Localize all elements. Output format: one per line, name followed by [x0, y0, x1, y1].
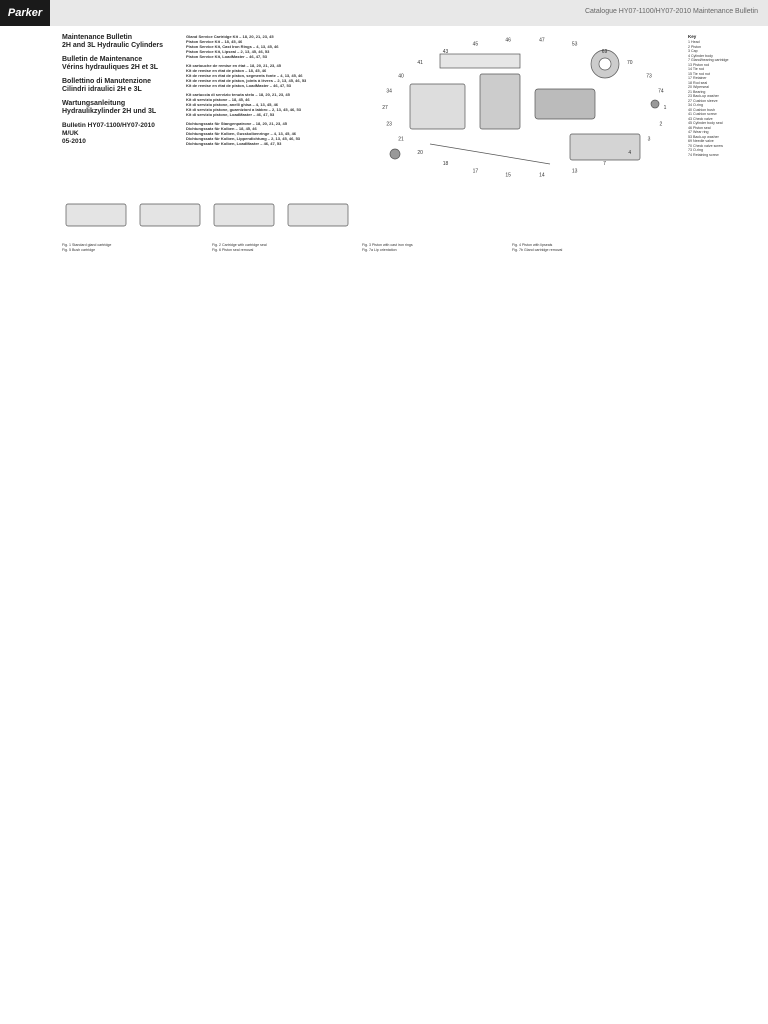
- parts-key-item: 13 Piston rod: [688, 62, 710, 67]
- parts-key-item: 53 Back-up washer: [688, 134, 719, 139]
- index-line: Kit de remise en état de piston, LoadMaster – 46, 47, 53: [186, 83, 291, 88]
- parts-key-item: 18 Rod seal: [688, 80, 708, 85]
- part-callout: 21: [398, 136, 404, 143]
- page-header: [0, 0, 768, 26]
- parts-key-item: 27 Cushion sleeve: [688, 98, 718, 103]
- parts-key-item: 46 Piston seal: [688, 125, 711, 130]
- piston-part: [535, 89, 595, 119]
- index-line: Dichtungssatz für Kolben – 18, 45, 46: [186, 126, 257, 131]
- index-line: Dichtungssatz für Kolben, Gusskolbenringe – 4, 13, 45, 46: [186, 131, 297, 136]
- parts-key-item: 21 Bearing: [688, 89, 706, 94]
- parts-key-item: 23 Back-up washer: [688, 94, 719, 98]
- part-callout: 41: [417, 59, 423, 66]
- parts-key-item: 47 Wear ring: [688, 130, 709, 134]
- part-callout: 73: [646, 73, 652, 80]
- parts-key-item: 70 Check valve screw: [688, 143, 723, 148]
- part-callout: 20: [417, 150, 423, 157]
- index-line: Kit cartouche de remise en état – 18, 20, 21, 23, 45: [186, 63, 281, 68]
- index-line: Piston Service Kit, LoadMaster – 46, 47, 53: [186, 54, 267, 59]
- parts-key-item: 15 Tie rod nut: [688, 71, 710, 76]
- parker-logo: [0, 0, 50, 26]
- exploded-cylinder-diagram: [370, 34, 680, 184]
- figure-caption: Fig. 5 Bush cartridge: [62, 247, 96, 252]
- bulletin-number: [62, 122, 187, 146]
- part-callout: 69: [601, 49, 608, 55]
- parts-key-item: 1 Head: [688, 40, 700, 44]
- parts-key-item: 2 Piston: [688, 44, 701, 49]
- index-line: Dichtungssatz für Kolben, Lippendichtung – 2, 13, 45, 46, 53: [186, 136, 301, 141]
- tie-rod-part: [440, 54, 520, 68]
- parts-key: [688, 34, 763, 157]
- parts-key-item: 34 O-ring: [688, 103, 703, 107]
- index-line: Piston Service Kit – 18, 45, 46: [186, 39, 243, 44]
- part-callout: 17: [472, 168, 479, 175]
- figure-captions: [62, 243, 682, 252]
- parts-key-item: 14 Tie rod: [688, 67, 704, 71]
- part-callout: 27: [382, 105, 388, 111]
- part-callout: 2: [659, 121, 663, 128]
- index-line: Gland Service Cartridge Kit – 18, 20, 21, 23, 45: [186, 34, 274, 39]
- gland-cartridge-sketch: [66, 204, 126, 226]
- figure-caption: Fig. 6 Piston seal removal: [212, 247, 254, 252]
- part-callout: 3: [647, 136, 651, 143]
- part-callout: 34: [386, 88, 392, 95]
- parts-key-item: 40 Cushion bush: [688, 107, 715, 112]
- exploded-view-svg: [370, 34, 680, 184]
- parts-key-item: 41 Cushion screw: [688, 112, 717, 116]
- bulletin-number-line: 05-2010: [62, 138, 86, 145]
- lipseal-sketch: [288, 204, 348, 226]
- index-line: Piston Service Kit, Lipseal – 2, 13, 45, 46, 53: [186, 49, 270, 54]
- title-line: Bollettino di Manutenzione: [62, 78, 152, 85]
- figure-caption: Fig. 4 Piston with lipseals: [512, 243, 553, 247]
- figure-caption: Fig. 7a Lip orientation: [362, 247, 397, 252]
- index-line: Dichtungssatz für Kolben, LoadMaster – 46, 47, 53: [186, 141, 282, 146]
- title-line: Maintenance Bulletin: [62, 34, 133, 41]
- title-block-en: [62, 34, 187, 50]
- part-callout: 13: [571, 168, 578, 175]
- part-callout: 40: [398, 73, 404, 80]
- part-callout: 53: [571, 41, 578, 48]
- title-block-it: [62, 78, 187, 94]
- index-line: Kit di servizio pistone, LoadMaster – 46, 47, 53: [186, 112, 275, 117]
- parts-key-item: 69 Needle valve: [688, 139, 714, 143]
- index-line: Dichtungssatz für Stangenpatrone – 18, 20, 21, 23, 45: [186, 121, 287, 126]
- parts-key-item: 73 O-ring: [688, 148, 703, 152]
- parts-key-item: 17 Retainer: [688, 76, 707, 80]
- bulletin-titles: [62, 34, 187, 146]
- parts-key-item: 74 Retaining screw: [688, 152, 719, 157]
- part-callout: 7: [603, 161, 606, 167]
- part-callout: 45: [472, 41, 479, 48]
- bulletin-number-line: Bulletin HY07-1100/HY07-2010: [62, 122, 155, 129]
- title-block-de: [62, 100, 187, 116]
- doc-reference: Catalogue HY07-1100/HY07-2010 Maintenance Bulletin: [584, 8, 758, 15]
- head-part: [480, 74, 520, 129]
- part-callout: 43: [442, 49, 449, 55]
- title-line: 2H and 3L Hydraulic Cylinders: [62, 42, 164, 49]
- parts-key-item: 45 Cylinder body seal: [688, 121, 723, 125]
- title-block-fr: [62, 56, 187, 72]
- part-callout: 46: [505, 37, 511, 44]
- parts-key-item: 3 Cap: [688, 49, 698, 53]
- index-line: Kit de remise en état de piston, segments fonte – 4, 13, 45, 46: [186, 73, 303, 78]
- figure-caption: Fig. 2 Cartridge with cartridge seal: [212, 243, 267, 247]
- index-line: Kit di servizio pistone, anelli ghisa – 4, 13, 45, 46: [186, 102, 279, 107]
- part-callout: 1: [663, 105, 667, 111]
- index-line: Piston Service Kit, Cast Iron Rings – 4, 13, 45, 46: [186, 44, 279, 49]
- index-line: Kit de remise en état de piston, joints à lèvres – 2, 13, 45, 46, 53: [186, 78, 307, 83]
- title-line: Bulletin de Maintenance: [62, 56, 143, 63]
- cap-part: [410, 84, 465, 129]
- part-callout: 18: [442, 161, 449, 167]
- seal-sketches: [62, 190, 358, 240]
- title-line: Vérins hydrauliques 2H et 3L: [62, 64, 159, 71]
- part-callout: 14: [539, 172, 545, 179]
- kit-index: [186, 34, 356, 146]
- seal-sketches-svg: [62, 190, 358, 240]
- bearing-hole: [599, 58, 611, 70]
- part-callout: 74: [658, 88, 664, 95]
- part-callout: 15: [505, 172, 511, 179]
- index-line: Kit cartuccia di servizio tenuta stelo – 18, 20, 21, 23, 45: [186, 92, 290, 97]
- parts-key-item: 7 Gland/bearing cartridge: [688, 58, 729, 62]
- bulletin-number-line: M/UK: [62, 130, 79, 137]
- title-line: Cilindri idraulici 2H e 3L: [62, 86, 142, 93]
- cartridge-seal-sketch: [140, 204, 200, 226]
- parts-key-item: 43 Check valve: [688, 116, 713, 121]
- parts-key-item: 20 Wiperseal: [688, 85, 709, 89]
- index-line: Kit di servizio pistone, guarnizioni a labbro – 2, 13, 45, 46, 53: [186, 107, 301, 112]
- parts-key-item: 4 Cylinder body: [688, 53, 713, 58]
- title-line: Wartungsanleitung: [62, 100, 126, 107]
- part-callout: 4: [628, 150, 632, 157]
- part-callout: 70: [627, 59, 633, 66]
- nut-part: [390, 149, 400, 159]
- brand-name: Parker: [7, 7, 43, 19]
- parts-key-list: [688, 40, 763, 157]
- index-line: Kit di servizio pistone – 18, 45, 46: [186, 97, 250, 102]
- parts-key-heading: Key: [688, 34, 697, 39]
- figure-caption: Fig. 1 Standard gland cartridge: [62, 243, 112, 247]
- part-callout: 23: [386, 121, 392, 128]
- screw-part: [651, 100, 659, 108]
- index-line: Kit de remise en état de piston – 18, 45, 46: [186, 68, 267, 73]
- figure-caption: Fig. 7b Gland cartridge removal: [512, 247, 563, 252]
- title-line: Hydraulikzylinder 2H und 3L: [62, 108, 157, 115]
- figure-caption: Fig. 3 Piston with cast iron rings: [362, 243, 413, 247]
- cast-iron-ring-sketch: [214, 204, 274, 226]
- part-callout: 47: [539, 37, 545, 44]
